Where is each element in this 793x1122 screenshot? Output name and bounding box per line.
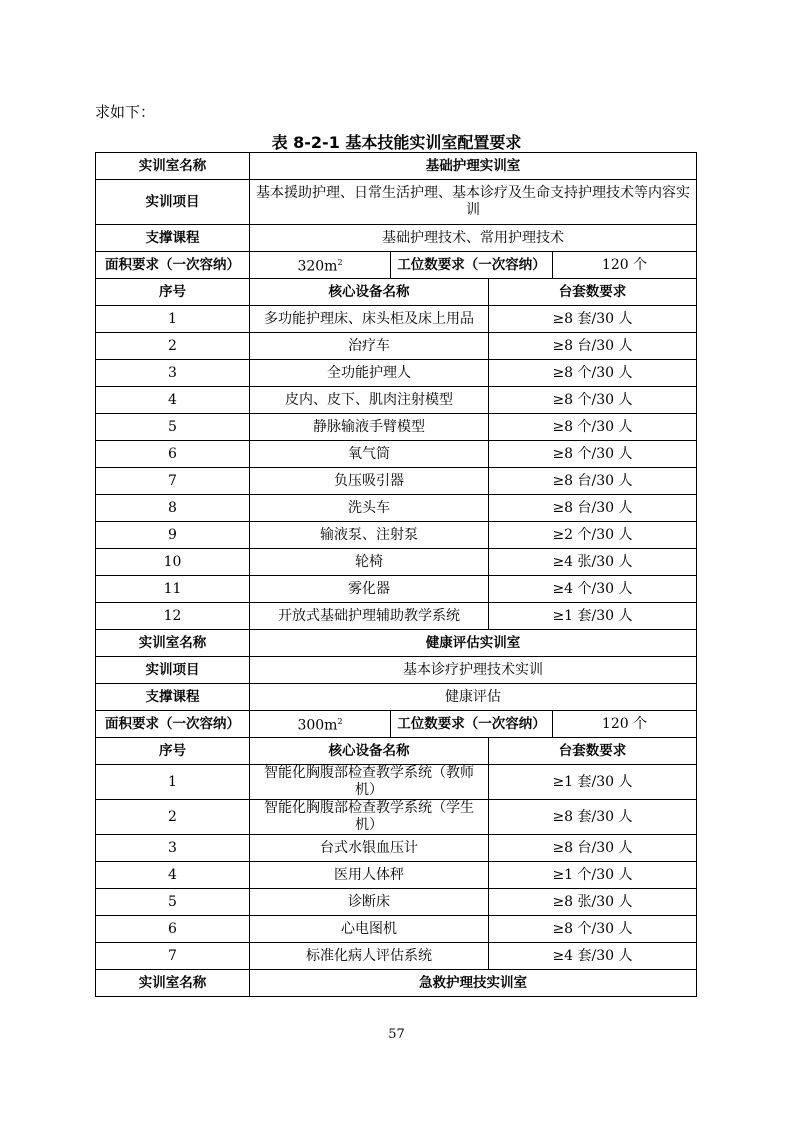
- table-row: [96, 333, 697, 360]
- row-number: 12: [96, 603, 250, 630]
- area-label: 面积要求（一次容纳）: [96, 252, 250, 279]
- row-number: 2: [96, 333, 250, 360]
- quantity-requirement: ≥1 个/30 人: [489, 862, 697, 889]
- equipment-header-row: [96, 738, 697, 765]
- quantity-requirement: ≥8 台/30 人: [489, 333, 697, 360]
- equipment-header-row: [96, 279, 697, 306]
- lab-config-table: [95, 152, 697, 997]
- table-row: [96, 765, 697, 800]
- stations-label: 工位数要求（一次容纳）: [391, 711, 553, 738]
- equipment-name: 皮内、皮下、肌肉注射模型: [250, 387, 489, 414]
- table-row: [96, 468, 697, 495]
- project-row: [96, 657, 697, 684]
- quantity-requirement: ≥1 套/30 人: [489, 603, 697, 630]
- intro-text: 求如下：: [95, 103, 156, 121]
- quantity-requirement: ≥8 套/30 人: [489, 306, 697, 333]
- equipment-name: 轮椅: [250, 549, 489, 576]
- equipment-name: 心电图机: [250, 916, 489, 943]
- project-row: [96, 180, 697, 225]
- row-number: 10: [96, 549, 250, 576]
- row-number: 5: [96, 414, 250, 441]
- row-number: 9: [96, 522, 250, 549]
- equipment-name: 标准化病人评估系统: [250, 943, 489, 970]
- equipment-name: 智能化胸腹部检查教学系统（学生机）: [250, 800, 489, 835]
- equipment-name: 诊断床: [250, 889, 489, 916]
- row-number: 3: [96, 835, 250, 862]
- equipment-name: 静脉输液手臂模型: [250, 414, 489, 441]
- equipment-name: 智能化胸腹部检查教学系统（教师机）: [250, 765, 489, 800]
- course-value: 基础护理技术、常用护理技术: [250, 225, 697, 252]
- col-no-header: 序号: [96, 738, 250, 765]
- course-row: [96, 225, 697, 252]
- table-row: [96, 495, 697, 522]
- quantity-requirement: ≥8 张/30 人: [489, 889, 697, 916]
- quantity-requirement: ≥8 个/30 人: [489, 441, 697, 468]
- equipment-name: 开放式基础护理辅助教学系统: [250, 603, 489, 630]
- area-unit-superscript: 2: [337, 717, 343, 727]
- course-value: 健康评估: [250, 684, 697, 711]
- row-number: 6: [96, 441, 250, 468]
- area-label: 面积要求（一次容纳）: [96, 711, 250, 738]
- equipment-name: 医用人体秤: [250, 862, 489, 889]
- room-name-row: [96, 630, 697, 657]
- table-row: [96, 835, 697, 862]
- equipment-name: 治疗车: [250, 333, 489, 360]
- table-caption: 表 8-2-1 基本技能实训室配置要求: [271, 133, 522, 152]
- quantity-requirement: ≥4 个/30 人: [489, 576, 697, 603]
- row-number: 4: [96, 862, 250, 889]
- col-qty-header: 台套数要求: [489, 279, 697, 306]
- table-row: [96, 549, 697, 576]
- quantity-requirement: ≥4 套/30 人: [489, 943, 697, 970]
- stations-label: 工位数要求（一次容纳）: [391, 252, 553, 279]
- course-row: [96, 684, 697, 711]
- quantity-requirement: ≥8 台/30 人: [489, 468, 697, 495]
- quantity-requirement: ≥8 套/30 人: [489, 800, 697, 835]
- table-row: [96, 441, 697, 468]
- equipment-name: 多功能护理床、床头柜及床上用品: [250, 306, 489, 333]
- row-number: 3: [96, 360, 250, 387]
- equipment-name: 洗头车: [250, 495, 489, 522]
- equipment-name: 雾化器: [250, 576, 489, 603]
- project-value: 基本诊疗护理技术实训: [250, 657, 697, 684]
- project-label: 实训项目: [96, 180, 250, 225]
- col-qty-header: 台套数要求: [489, 738, 697, 765]
- quantity-requirement: ≥2 个/30 人: [489, 522, 697, 549]
- col-equip-header: 核心设备名称: [250, 279, 489, 306]
- stations-value: 120 个: [553, 252, 697, 279]
- table-row: [96, 603, 697, 630]
- row-number: 6: [96, 916, 250, 943]
- col-equip-header: 核心设备名称: [250, 738, 489, 765]
- row-number: 1: [96, 306, 250, 333]
- table-row: [96, 522, 697, 549]
- table-row: [96, 943, 697, 970]
- room-name-row: [96, 153, 697, 180]
- course-label: 支撑课程: [96, 684, 250, 711]
- room-name-label: 实训室名称: [96, 970, 250, 997]
- quantity-requirement: ≥8 个/30 人: [489, 414, 697, 441]
- table-row: [96, 576, 697, 603]
- row-number: 8: [96, 495, 250, 522]
- stations-value: 120 个: [553, 711, 697, 738]
- col-no-header: 序号: [96, 279, 250, 306]
- room-name-label: 实训室名称: [96, 153, 250, 180]
- quantity-requirement: ≥8 个/30 人: [489, 916, 697, 943]
- project-label: 实训项目: [96, 657, 250, 684]
- project-value: 基本援助护理、日常生活护理、基本诊疗及生命支持护理技术等内容实训: [250, 180, 697, 225]
- row-number: 5: [96, 889, 250, 916]
- quantity-requirement: ≥8 个/30 人: [489, 360, 697, 387]
- row-number: 4: [96, 387, 250, 414]
- row-number: 7: [96, 943, 250, 970]
- row-number: 2: [96, 800, 250, 835]
- room-name-value: 健康评估实训室: [250, 630, 697, 657]
- table-row: [96, 387, 697, 414]
- room-name-row: [96, 970, 697, 997]
- equipment-name: 负压吸引器: [250, 468, 489, 495]
- row-number: 11: [96, 576, 250, 603]
- row-number: 1: [96, 765, 250, 800]
- quantity-requirement: ≥8 台/30 人: [489, 495, 697, 522]
- table-row: [96, 916, 697, 943]
- area-row: [96, 252, 697, 279]
- quantity-requirement: ≥8 个/30 人: [489, 387, 697, 414]
- equipment-name: 输液泵、注射泵: [250, 522, 489, 549]
- quantity-requirement: ≥1 套/30 人: [489, 765, 697, 800]
- table-row: [96, 360, 697, 387]
- table-row: [96, 862, 697, 889]
- table-row: [96, 889, 697, 916]
- area-value: [250, 252, 391, 279]
- quantity-requirement: ≥4 张/30 人: [489, 549, 697, 576]
- area-number: 300m: [297, 717, 338, 734]
- room-name-value: 基础护理实训室: [250, 153, 697, 180]
- row-number: 7: [96, 468, 250, 495]
- table-row: [96, 800, 697, 835]
- page-number: 57: [388, 1027, 405, 1042]
- equipment-name: 全功能护理人: [250, 360, 489, 387]
- room-name-value: 急救护理技实训室: [250, 970, 697, 997]
- area-value: [250, 711, 391, 738]
- area-number: 320m: [297, 258, 338, 275]
- room-name-label: 实训室名称: [96, 630, 250, 657]
- table-row: [96, 414, 697, 441]
- equipment-name: 氧气筒: [250, 441, 489, 468]
- course-label: 支撑课程: [96, 225, 250, 252]
- equipment-name: 台式水银血压计: [250, 835, 489, 862]
- table-row: [96, 306, 697, 333]
- quantity-requirement: ≥8 台/30 人: [489, 835, 697, 862]
- area-row: [96, 711, 697, 738]
- area-unit-superscript: 2: [337, 258, 343, 268]
